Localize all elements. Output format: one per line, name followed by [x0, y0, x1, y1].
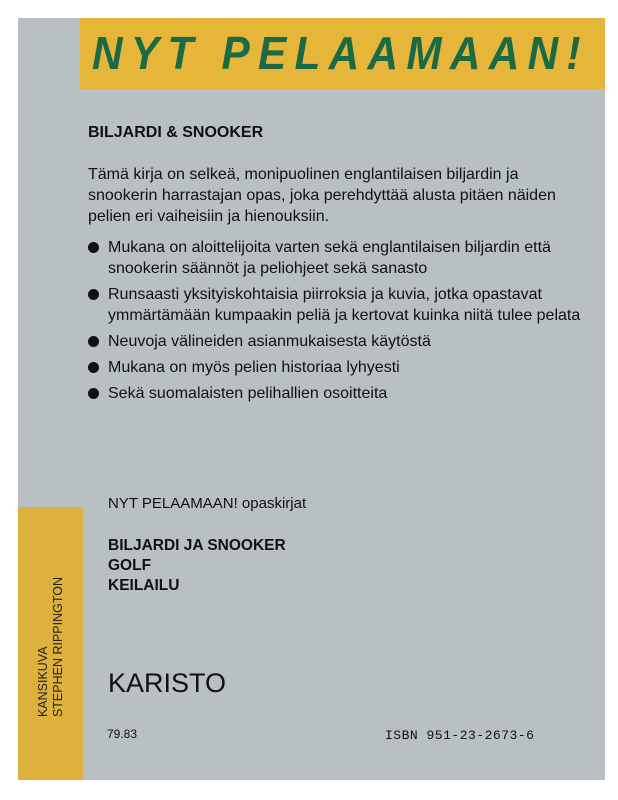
list-item-text: Neuvoja välineiden asianmukaisesta käytöstä [108, 333, 431, 350]
series-titles [108, 536, 286, 596]
series-title-item: KEILAILU [108, 577, 180, 594]
list-item-text: Mukana on aloittelijoita varten sekä englantilaisen biljardin että snookerin säännöt ja peliohjeet sekä sanasto [108, 239, 551, 277]
product-code: 79.83 [107, 727, 138, 741]
book-heading: BILJARDI & SNOOKER [88, 124, 264, 141]
list-item [88, 237, 588, 279]
list-item [88, 331, 588, 352]
credit-label: KANSIKUVA [36, 646, 50, 718]
publisher-name: KARISTO [108, 668, 227, 698]
isbn: ISBN 951-23-2673-6 [385, 728, 535, 743]
series-title-item: GOLF [108, 557, 152, 574]
bullet-icon [88, 336, 99, 347]
list-item-text: Sekä suomalaisten pelihallien osoitteita [108, 385, 388, 402]
series-title: NYT PELAAMAAN! [92, 27, 589, 79]
bullet-icon [88, 362, 99, 373]
credit-strip [18, 507, 83, 780]
list-item [88, 357, 588, 378]
feature-list [88, 237, 588, 409]
series-title-item: BILJARDI JA SNOOKER [108, 537, 286, 554]
cover-credit [36, 577, 66, 717]
credit-artist: STEPHEN RIPPINGTON [51, 576, 65, 718]
title-banner [80, 18, 605, 89]
list-item-text: Mukana on myös pelien historiaa lyhyesti [108, 359, 400, 376]
bullet-icon [88, 289, 99, 300]
bullet-icon [88, 388, 99, 399]
list-item [88, 383, 588, 404]
intro-paragraph: Tämä kirja on selkeä, monipuolinen englantilaisen biljardin ja snookerin harrastajan opas, joka perehdyttää alusta pitäen näiden pelien eri vaiheisiin ja hienouksiin. [88, 166, 556, 225]
list-item-text: Runsaasti yksityiskohtaisia piirroksia ja kuvia, jotka opastavat ymmärtämään kumpaakin peliä ja kertovat kuinka niitä tulee pelata [108, 286, 581, 324]
series-label: NYT PELAAMAAN! opaskirjat [108, 495, 307, 512]
list-item [88, 284, 588, 326]
bullet-icon [88, 242, 99, 253]
